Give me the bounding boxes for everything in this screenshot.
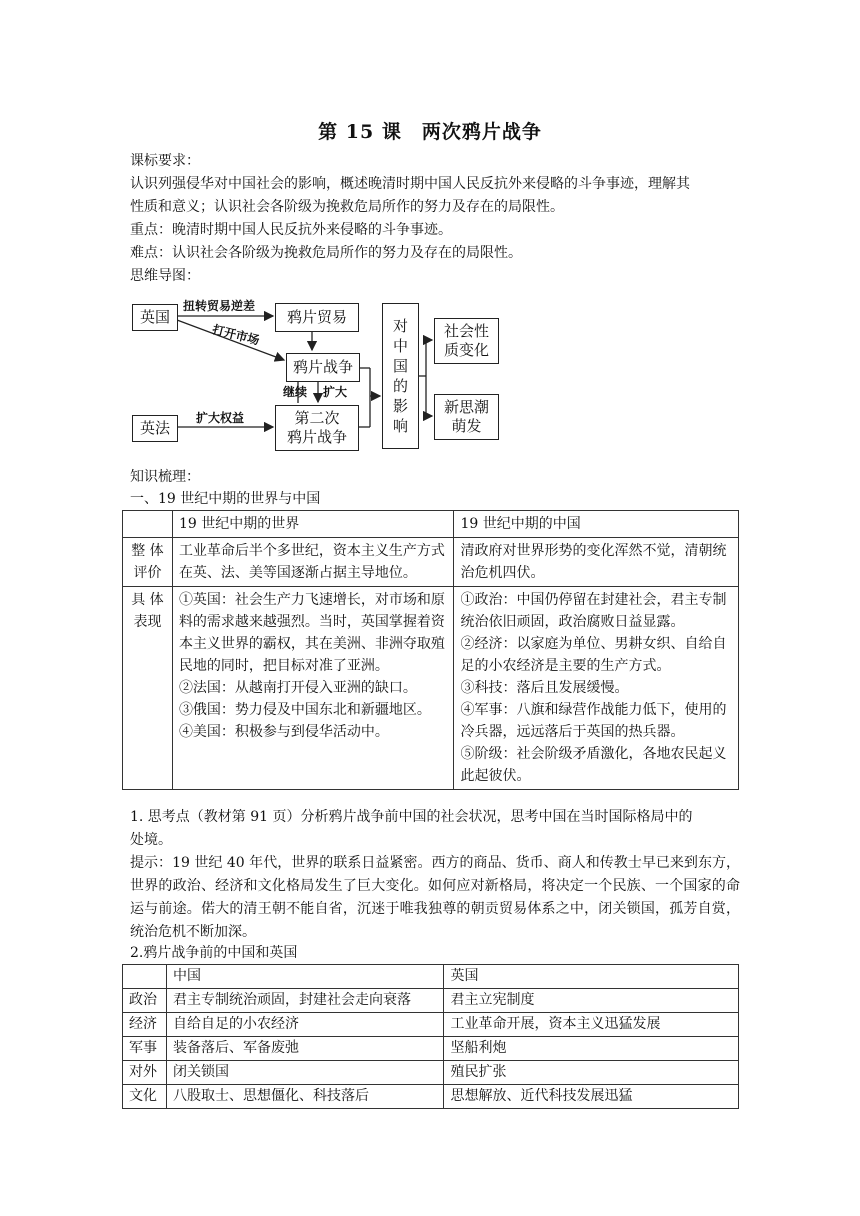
mind-map-connectors: [0, 0, 860, 460]
table-row: [123, 1037, 739, 1061]
node-second-opium-war-line1: 第二次: [294, 409, 340, 427]
column-header-britain: 英国: [444, 965, 739, 989]
table-header-row: [123, 511, 739, 538]
row-header-overall: 整 体 评价: [123, 538, 173, 587]
node-new-thought: [434, 394, 499, 440]
node-new-thought-line1: 新思潮: [443, 398, 489, 416]
cell-china: 闭关锁国: [166, 1061, 444, 1085]
world-item: ③俄国：势力侵及中国东北和新疆地区。: [178, 702, 431, 718]
world-item: ①英国：社会生产力飞速增长，对市场和原料的需求越来越强烈。当时，英国掌握着资本主义世界的霸权，其在美洲、非洲夺取殖民地的同时，把目标对准了亚洲。: [178, 592, 445, 674]
cell-china: 自给自足的小农经济: [166, 1013, 444, 1037]
arrow-label-expand: 扩大: [323, 385, 348, 399]
world-item: ④美国：积极参与到侵华活动中。: [178, 724, 389, 740]
arrow-label-continue: 继续: [283, 385, 308, 399]
china-britain-table: [122, 964, 739, 1109]
table-row: [123, 587, 739, 790]
cell-britain: 君主立宪制度: [444, 989, 739, 1013]
world-item: ②法国：从越南打开侵入亚洲的缺口。: [178, 680, 417, 696]
china-item: ④军事：八旗和绿营作战能力低下，使用的冷兵器，远远落后于英国的热兵器。: [460, 702, 727, 740]
cell-china: 君主专制统治顽固，封建社会走向衰落: [166, 989, 444, 1013]
column-header-china: 19 世纪中期的中国: [454, 511, 739, 538]
cell-china: 装备落后、军备废弛: [166, 1037, 444, 1061]
row-aspect: 军事: [123, 1037, 167, 1061]
impact-char: 中: [392, 337, 408, 355]
impact-char: 国: [392, 357, 408, 375]
table-row: [123, 1061, 739, 1085]
page-title: 第 15 课 两次鸦片战争: [318, 121, 542, 143]
impact-char: 影: [392, 397, 408, 415]
table-header-row: [123, 965, 739, 989]
node-new-thought-line2: 萌发: [451, 417, 482, 435]
table-row: [123, 1013, 739, 1037]
requirements-text-2: 性质和意义；认识社会各阶级为挽救危局所作的努力及存在的局限性。: [130, 199, 564, 215]
section-heading-1: 一、19 世纪中期的世界与中国: [130, 491, 321, 507]
node-second-opium-war: [275, 405, 359, 451]
column-header-china: 中国: [166, 965, 444, 989]
cell-china: 八股取士、思想僵化、科技落后: [166, 1085, 444, 1109]
table-row: [123, 1085, 739, 1109]
cell-world-specific: [172, 587, 454, 790]
row-aspect: 对外: [123, 1061, 167, 1085]
row-header-specific: 具 体 表现: [123, 587, 173, 790]
node-second-opium-war-line2: 鸦片战争: [286, 428, 347, 446]
cell-china-specific: [454, 587, 739, 790]
knowledge-label: 知识梳理：: [130, 469, 200, 485]
row-aspect: 经济: [123, 1013, 167, 1037]
cell-britain: 殖民扩张: [444, 1061, 739, 1085]
column-header-world: 19 世纪中期的世界: [172, 511, 454, 538]
node-social-change: [434, 318, 499, 364]
thinking-question-1: 1. 思考点（教材第 91 页）分析鸦片战争前中国的社会状况，思考中国在当时国际格局中的: [130, 809, 693, 825]
node-social-change-line1: 社会性: [443, 322, 489, 340]
row-aspect: 政治: [123, 989, 167, 1013]
impact-char: 响: [392, 417, 408, 435]
node-britain: 英国: [132, 304, 178, 331]
thinking-question-2: 处境。: [130, 832, 172, 848]
cell-china-overall: 清政府对世界形势的变化浑然不觉，清朝统治危机四伏。: [454, 538, 739, 587]
node-impact-on-china: [382, 303, 419, 449]
table-row: [123, 989, 739, 1013]
requirements-label: 课标要求：: [130, 153, 200, 169]
cell-britain: 工业革命开展，资本主义迅猛发展: [444, 1013, 739, 1037]
node-opium-trade: 鸦片贸易: [275, 303, 359, 332]
difficulty: 难点：认识社会各阶级为挽救危局所作的努力及存在的局限性。: [130, 245, 522, 261]
cell-britain: 坚船利炮: [444, 1037, 739, 1061]
mindmap-label: 思维导图：: [130, 268, 200, 284]
row-aspect: 文化: [123, 1085, 167, 1109]
china-item: ②经济：以家庭为单位、男耕女织、自给自足的小农经济是主要的生产方式。: [460, 636, 727, 674]
arrow-label-trade-deficit: 扭转贸易逆差: [183, 299, 256, 313]
china-item: ③科技：落后且发展缓慢。: [460, 680, 629, 696]
node-opium-war: 鸦片战争: [286, 353, 360, 382]
cell-world-overall: 工业革命后半个多世纪，资本主义生产方式在英、法、美等国逐渐占据主导地位。: [172, 538, 454, 587]
node-britain-france: 英法: [132, 415, 178, 442]
china-item: ⑤阶级：社会阶级矛盾激化，各地农民起义此起彼伏。: [460, 746, 727, 784]
impact-char: 对: [392, 317, 408, 335]
cell-britain: 思想解放、近代科技发展迅猛: [444, 1085, 739, 1109]
china-item: ①政治：中国仍停留在封建社会，君主专制统治依旧顽固，政治腐败日益显露。: [460, 592, 727, 630]
key-point: 重点：晚清时期中国人民反抗外来侵略的斗争事迹。: [130, 222, 452, 238]
arrow-label-expand-rights: 扩大权益: [196, 411, 245, 425]
node-social-change-line2: 质变化: [443, 341, 489, 359]
table-row: [123, 538, 739, 587]
world-china-table: [122, 510, 739, 790]
impact-char: 的: [392, 377, 408, 395]
arrow-label-open-market: 打开市场: [210, 322, 261, 348]
requirements-text-1: 认识列强侵华对中国社会的影响，概述晚清时期中国人民反抗外来侵略的斗争事迹，理解其: [130, 176, 690, 192]
section-heading-2: 2.鸦片战争前的中国和英国: [130, 945, 298, 961]
thinking-answer: 提示：19 世纪 40 年代，世界的联系日益紧密。西方的商品、货币、商人和传教士早已来到东方，世界的政治、经济和文化格局发生了巨大变化。如何应对新格局，将决定一个民族、一个国家的命运与前途。偌大的清王朝不能自省，沉迷于唯我独尊的朝贡贸易体系之中，闭关锁国，孤芳自赏，统治危机不断加深。: [130, 855, 740, 940]
